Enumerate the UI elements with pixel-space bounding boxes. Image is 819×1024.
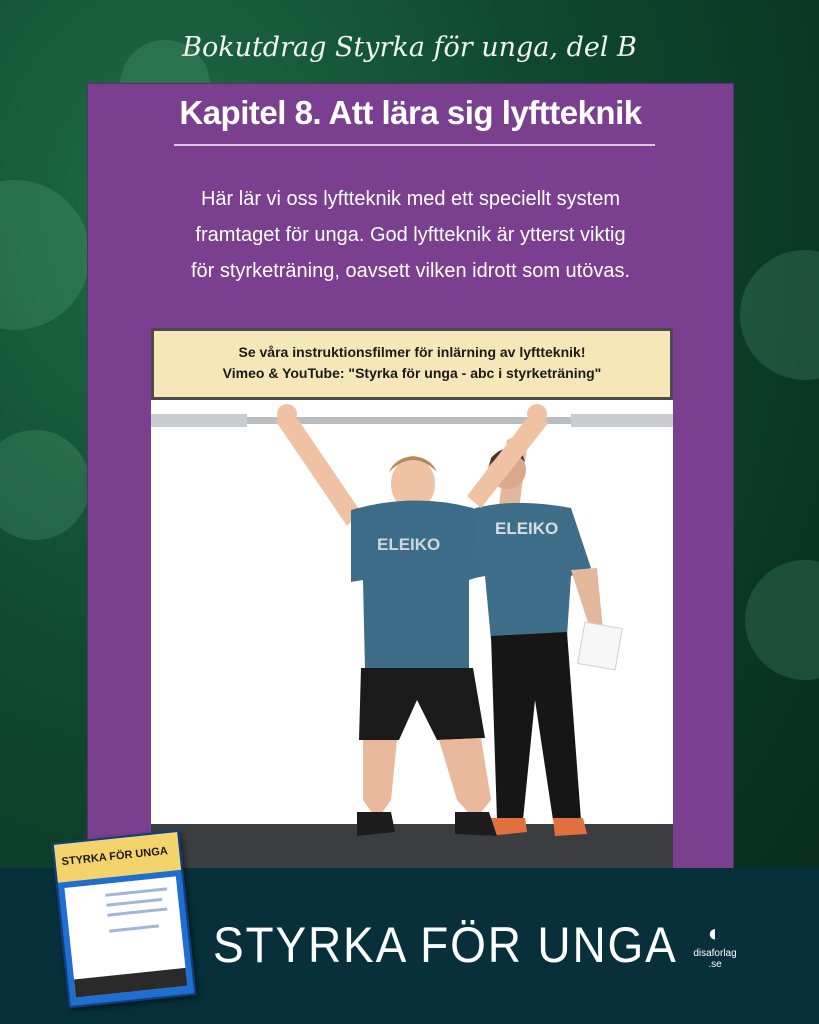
chapter-title: Kapitel 8. Att lära sig lyftteknik — [179, 94, 642, 131]
page-header-title: Bokutdrag Styrka för unga, del B — [182, 32, 637, 63]
background-bokeh — [0, 430, 90, 540]
info-line-1: Se våra instruktionsfilmer för inlärning av lyftteknik! — [238, 344, 586, 360]
barbell-sleeve-left — [151, 414, 247, 427]
lifting-illustration — [151, 400, 673, 874]
intro-line: för styrketräning, oavsett vilken idrott som utövas. — [190, 260, 631, 282]
chapter-panel — [87, 83, 734, 875]
footer-title: STYRKA FÖR UNGA — [213, 917, 678, 973]
publisher-domain: .se — [708, 959, 722, 970]
background-bokeh — [0, 180, 90, 330]
bird-icon: ◐ — [707, 920, 723, 947]
intro-line: framtaget för unga. God lyftteknik är ytterst viktig — [195, 224, 626, 246]
book-cover-photo-strip — [74, 968, 187, 998]
book-cover-body — [64, 876, 187, 997]
video-info-box — [151, 328, 673, 400]
lifter-shirt-text: ELEIKO — [377, 535, 441, 554]
publisher-name: disaforlag — [693, 948, 737, 959]
intro-line: Här lär vi oss lyftteknik med ett speciellt system — [200, 188, 620, 210]
background-bokeh — [740, 250, 819, 380]
title-divider — [174, 144, 655, 146]
chapter-intro — [148, 181, 673, 289]
book-cover — [52, 830, 197, 1008]
book-cover-title: STYRKA FÖR UNGA — [61, 845, 169, 869]
lifting-photo — [151, 400, 673, 874]
barbell-sleeve-right — [571, 414, 673, 427]
floor — [151, 824, 673, 874]
paper-sheet — [578, 622, 623, 670]
background-bokeh — [745, 560, 819, 680]
info-line-2: Vimeo & YouTube: "Styrka för unga - abc i styrketräning" — [222, 365, 602, 381]
publisher-logo[interactable] — [680, 920, 750, 970]
coach-shirt-text: ELEIKO — [495, 519, 559, 538]
